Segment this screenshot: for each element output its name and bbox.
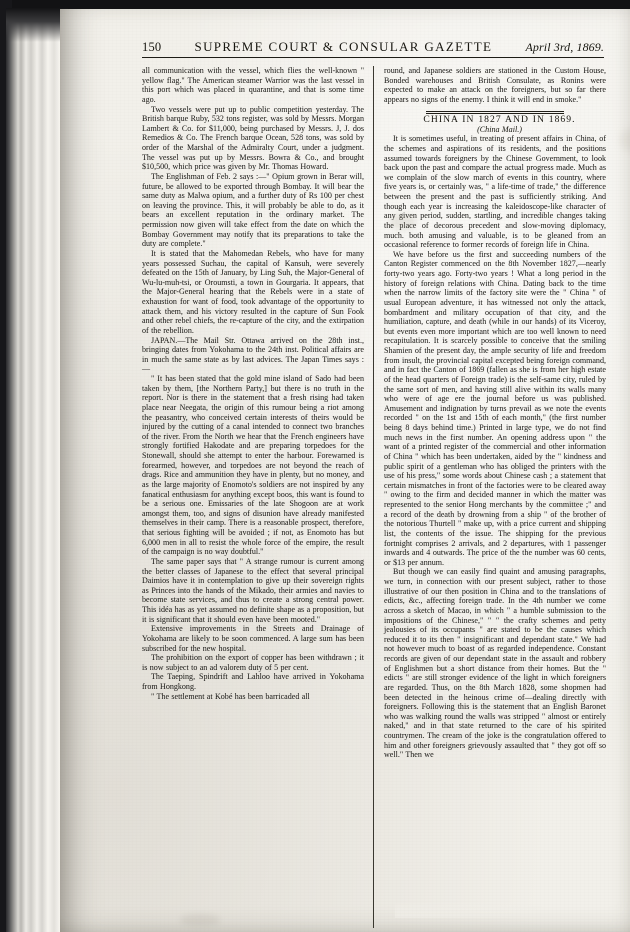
- paragraph: The same paper says that " A strange rumour is current among the better classes of Japanese to the effect that several principal Daimios have it in contemplation to give up their sovereign rights as Princes into the hands of the Mikado, their armies and navies to become state services, and thus to create a strong central power. This idéa has as yet assumed no definite shape as a proposition, but it is significant that it should even have been mooted.": [142, 556, 364, 624]
- running-head: [142, 39, 604, 55]
- paragraph: It is sometimes useful, in treating of present affairs in China, of the schemes and aspirations of its residents, and the positions assumed towards foreigners by the Chinese Government, to look back upon the past and compare the actual progress made. Much as we complain of the slow march of events in this country, where five years is, or certainly was, " a life-time of trade," the difference between the present and the past is sufficiently striking. And though each year is increasing the kaleidoscope-like character of any given period, sudden, startling, and incredible changes taking the place of decorous precedent and slow-moving diplomacy, much. both amusing and valuable, is to be gleaned from an occasional reference to former records of foreign life in China.: [384, 134, 606, 250]
- paragraph-japan: JAPAN.—The Mail Str. Ottawa arrived on the 28th inst., bringing dates from Yokohama to the 24th inst. Political affairs are in much the same state as by last advices. The Japan Times says :—: [142, 335, 364, 374]
- paragraph: " The settlement at Kobé has been barricaded all: [151, 691, 310, 701]
- page-number: 150: [142, 40, 162, 54]
- paragraph: The Taeping, Spindrift and Lahloo have arrived in Yokohama from Hongkong.: [142, 672, 364, 691]
- paragraph: The prohibition on the export of copper has been withdrawn ; it is now subject to an ad valorem duty of 5 per cent.: [142, 653, 364, 672]
- page-sheet: [60, 9, 630, 932]
- paragraph: " It has been stated that the gold mine island of Sado had been taken by them, [the Northern Party,] but there is no truth in the report. Nor is there in the statement that a fresh rising had taken place near Neegata, the origin of this rumour being a riot among the peasantry, who conceived certain interests of theirs would be injured by the cutting of a canal intended to connect two branches of the river. From the North we hear that the French engineers have strongly fortified Hakodate and are preparing torpedoes for the Stonewall, should she attempt to enter the harbour. Forewarned is forearmed, however, and torpedoes are not beyond the reach of drags. Rice and ammunition they have in plenty, but no money, and as the large majority of Enomoto's soldiers are not inspired by any fanatical enthusiasm for anything except boos, this want is found to be a serious one. Emissaries of the late Shogoon are at work amongst them, too, and signs of disunion have already manifested themselves in their camp. There is a reasonable prospect, therefore, that serious fighting will be avoided ; if not, as Enomoto has but 6,000 men in all to resist the whole force of the empire, the result of the campaign is no way doubtful.": [142, 374, 364, 557]
- paragraph: We have before us the first and succeeding numbers of the Canton Register commenced on the 8th November 1827,—nearly forty-two years ago. Forty-two years ! What a long period in the history of foreign relations with China. Dating back to the time when the narrow limits of the factory site were the " China " of usual European adventure, it has witnessed not only the attack, bombardment and military occupation of that city, and the humiliation, capture, and death (while in our hands) of its Viceroy, but events even more important which are too well known to need recapitulation. It is scarcely possible to conceive that the smiling Shamien of the present day, the ample security of life and freedom from insult, the provincial capital excepted being foreign command, and in fact the Canton of 1869 (fallen as she is from her high estate of the head quarters of Foreign trade) is the self-same city, ruled by the same sort of men, and having still alive within its walls many who were of age ere the journal before us was published. Amusement and indignation by turns prevail as we note the events recorded " on the 1st and 15th of each month," (the first number being 8 days behind time.) Printed in large type, we do not find much news in the first number. An opening address upon " the want of a printed register of the commercial and other information of China " which has been undertaken, aided by the " kindness and public spirit of a gentleman who has obliged the printers with the use of his press," some words about Chinese cash ; a statement that certain mismatches in front of the factories were to be cleared away " owing to the firm and decided manner in which the matter was represented to the senior Hong merchants by the committee ;" and a record of the death by drowning from a ship " of the brother of the notorious Thurtell " make up, with a price current and shipping list, the contents of the issue. The shipping for the previous fortnight comprises 2 arrivals, and 2 departures, with 1 passenger inwards and 4 outwards. The price of the the number was 60 cents, or $13 per annum.: [384, 249, 606, 567]
- paragraph: Two vessels were put up to public competition yesterday. The British barque Ruby, 532 tons register, was sold by Messrs. Morgan Lambert & Co. for $11,000, being purchased by Messrs. J, J. dos Remedios & Co. The French barque Ocean, 528 tons, was sold by order of the Marshal of the Admiralty Court, under a judgment. The vessel was put up by Messrs. Bowra & Co., and brought $10,500, which price was given by Mr. Thomas Howard.: [142, 104, 364, 172]
- section-heading: CHINA IN 1827 AND IN 1869.: [423, 114, 576, 125]
- paragraph: all communication with the vessel, which flies the well-known " yellow flag." The American steamer Warrior was the last vessel in this port which was placed in quarantine, and that is some time ago.: [142, 66, 364, 104]
- paragraph: It is stated that the Mahomedan Rebels, who have for many years possessed Suchau, the capital of Kansuh, were severely defeated on the 15th of January, by Ling Suh, the Major-General of Wu-lu-muh-tsi, or Oroumsti, a town in Gourgaria. It appears, that the Major-General hearing that the Rebels were in a state of exhaustion for want of food, took advantage of the opportunity to attack them, and his victory resulted in the capture of Sun Fook and other rebel chiefs, the re-capture of the city, and the extirpation of the rebellion.: [142, 248, 364, 335]
- section-source-credit: (China Mail.): [477, 124, 522, 134]
- issue-date: April 3rd, 1869.: [525, 40, 604, 54]
- paragraph: The Englishman of Feb. 2 says :—" Opium grown in Berar will, future, be allowed to be exported through Bombay. It will bear the same duty as Malwa opium, and a further duty of Rs 100 per chest on leaving the province. This, it will probably be able to do, as it bears an excellent reputation in the ordinary market. The permission now given will take effect from the date on which the Bombay Government may notify that its preparations to take the duty are complete.": [142, 171, 364, 249]
- paragraph: But though we can easily find quaint and amusing paragraphs, we turn, in connection with our present subject, rather to those illustrative of our then position in China and to the translations of edicts, &c., affecting foreign trade. In the 4th number we come across a sketch of Macao, in which " a humble submission to the impositions of the Chinese," " " the crafty schemes and petty jealousies of its occupants " are stated to be the causes which reduced it to its then " insignificant and dependant state." We had not however much to boast of as regarded independence. Constant records are given of our dependant state in the assault and robbery of Englishmen but a short distance from their homes. But the " edicts " are still stronger evidence of the light in which foreigners are regarded. Thus, on the 8th March 1828, some shopmen had been detected in the heinous crime of—dealing directly with foreigners. Following this is the statement that an English Baronet who was walking round the walls was stripped " almost or entirely naked," and in that state returned to the care of his spirited countrymen. The cream of the joke is the congratulation offered to him and other foreigners grievously assaulted that " they got off so well." Then we: [384, 567, 606, 760]
- header-rule: [142, 57, 604, 58]
- paper-smudge: [620, 129, 630, 151]
- left-column: [142, 66, 373, 928]
- paragraph: Extensive improvements in the Streets and Drainage of Yokohama are likely to be soon commenced. A large sum has been subscribed for the new hospital.: [142, 624, 364, 653]
- book-binding-page-edges: [6, 8, 68, 932]
- right-column: [373, 66, 606, 928]
- paragraph: round, and Japanese soldiers are stationed in the Custom House, Bonded warehouses and British Consulate, as Ronins were expected to make an attack on the foreigners, but so far there appears no signs of the enemy. I think it will end in smoke.": [384, 66, 606, 104]
- article-columns: [142, 66, 606, 928]
- masthead-title: SUPREME COURT & CONSULAR GAZETTE: [194, 39, 493, 54]
- scanner-bed-top-edge: [0, 0, 630, 9]
